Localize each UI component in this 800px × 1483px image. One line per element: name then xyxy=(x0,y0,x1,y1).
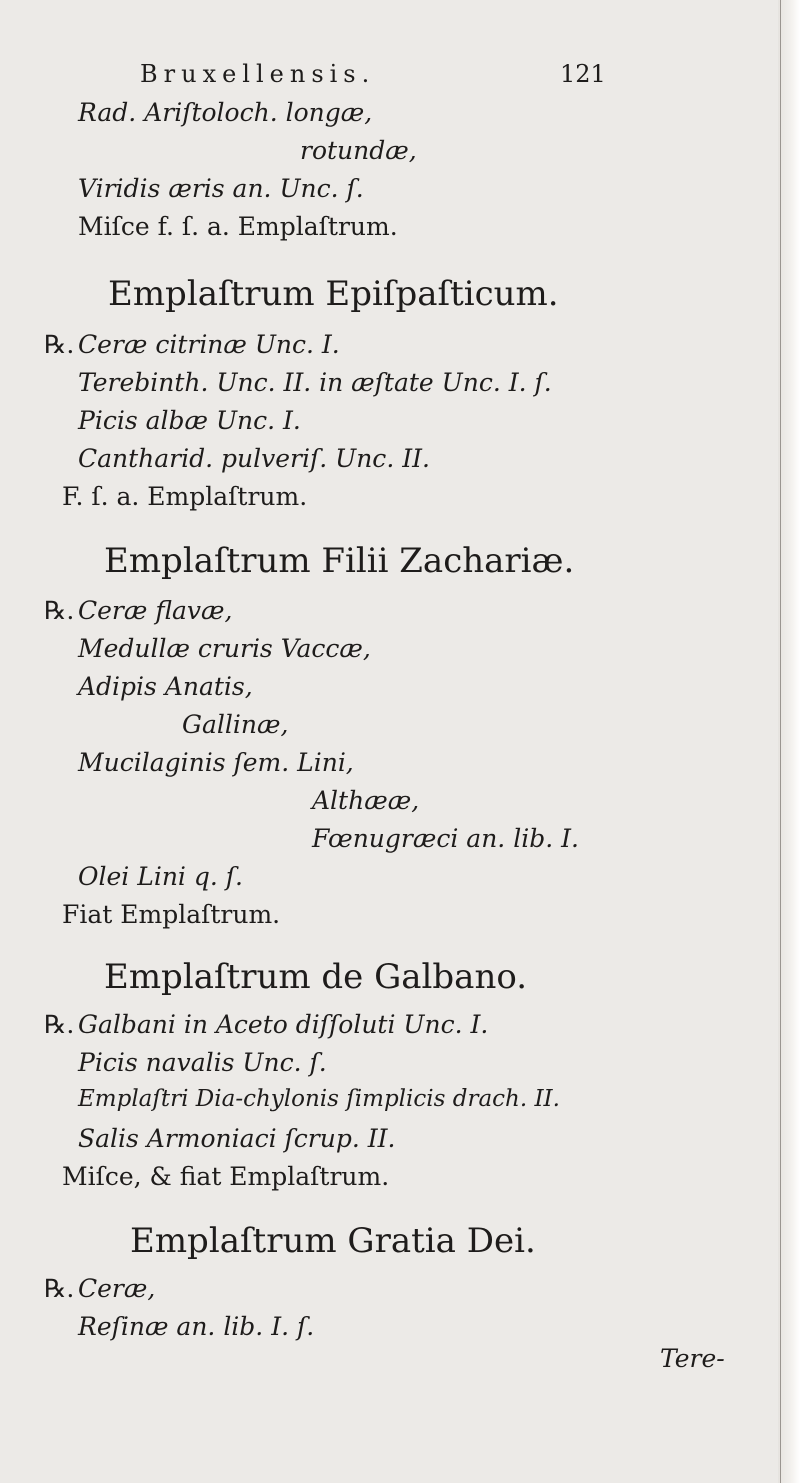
ingredient-line: Olei Lini q. ſ. xyxy=(78,862,243,891)
ingredient-line: Ceræ, xyxy=(78,1274,156,1303)
ingredient-line: Mucilaginis ſem. Lini, xyxy=(78,748,354,777)
recipe-symbol: ℞. xyxy=(44,1274,75,1303)
catchword: Tere- xyxy=(660,1344,725,1373)
ingredient-line: Rad. Ariſtoloch. longæ, xyxy=(78,98,373,127)
page-edge-line xyxy=(780,0,781,1483)
instruction-line: Miſce f. ſ. a. Emplaſtrum. xyxy=(78,212,398,241)
ingredient-line: Adipis Anatis, xyxy=(78,672,253,701)
ingredient-line: Reſinæ an. lib. I. ſ. xyxy=(78,1312,315,1341)
ingredient-line: Cantharid. pulveriſ. Unc. II. xyxy=(78,444,430,473)
running-head: Bruxellensis. xyxy=(140,60,376,88)
ingredient-line: Picis navalis Unc. ſ. xyxy=(78,1048,327,1077)
recipe-title: Emplaſtrum Filii Zachariæ. xyxy=(104,541,575,581)
ingredient-line: Emplaſtri Dia-chylonis ſimplicis drach. II. xyxy=(78,1086,560,1112)
recipe-title: Emplaſtrum Epiſpaſticum. xyxy=(108,274,559,314)
ingredient-line: Gallinæ, xyxy=(182,710,289,739)
ingredient-line: Picis albæ Unc. I. xyxy=(78,406,301,435)
recipe-title: Emplaſtrum Gratia Dei. xyxy=(130,1221,536,1261)
recipe-title: Emplaſtrum de Galbano. xyxy=(104,957,528,997)
instruction-line: Fiat Emplaſtrum. xyxy=(62,900,281,929)
ingredient-line: Galbani in Aceto diſſoluti Unc. I. xyxy=(78,1010,489,1039)
recipe-symbol: ℞. xyxy=(44,1010,75,1039)
page-edge xyxy=(778,0,800,1483)
recipe-symbol: ℞. xyxy=(44,330,75,359)
ingredient-line: Ceræ citrinæ Unc. I. xyxy=(78,330,340,359)
ingredient-line: Viridis æris an. Unc. ſ. xyxy=(78,174,364,203)
instruction-line: F. ſ. a. Emplaſtrum. xyxy=(62,482,308,511)
recipe-symbol: ℞. xyxy=(44,596,75,625)
ingredient-line: Fœnugræci an. lib. I. xyxy=(312,824,579,853)
ingredient-line: Terebinth. Unc. II. in æſtate Unc. I. ſ. xyxy=(78,368,552,397)
ingredient-line: Salis Armoniaci ſcrup. II. xyxy=(78,1124,396,1153)
page-number: 121 xyxy=(560,60,606,88)
ingredient-line: Althææ, xyxy=(312,786,420,815)
instruction-line: Miſce, & fiat Emplaſtrum. xyxy=(62,1162,390,1191)
ingredient-line: Ceræ flavæ, xyxy=(78,596,233,625)
ingredient-line: rotundæ, xyxy=(300,136,417,165)
ingredient-line: Medullæ cruris Vaccæ, xyxy=(78,634,371,663)
